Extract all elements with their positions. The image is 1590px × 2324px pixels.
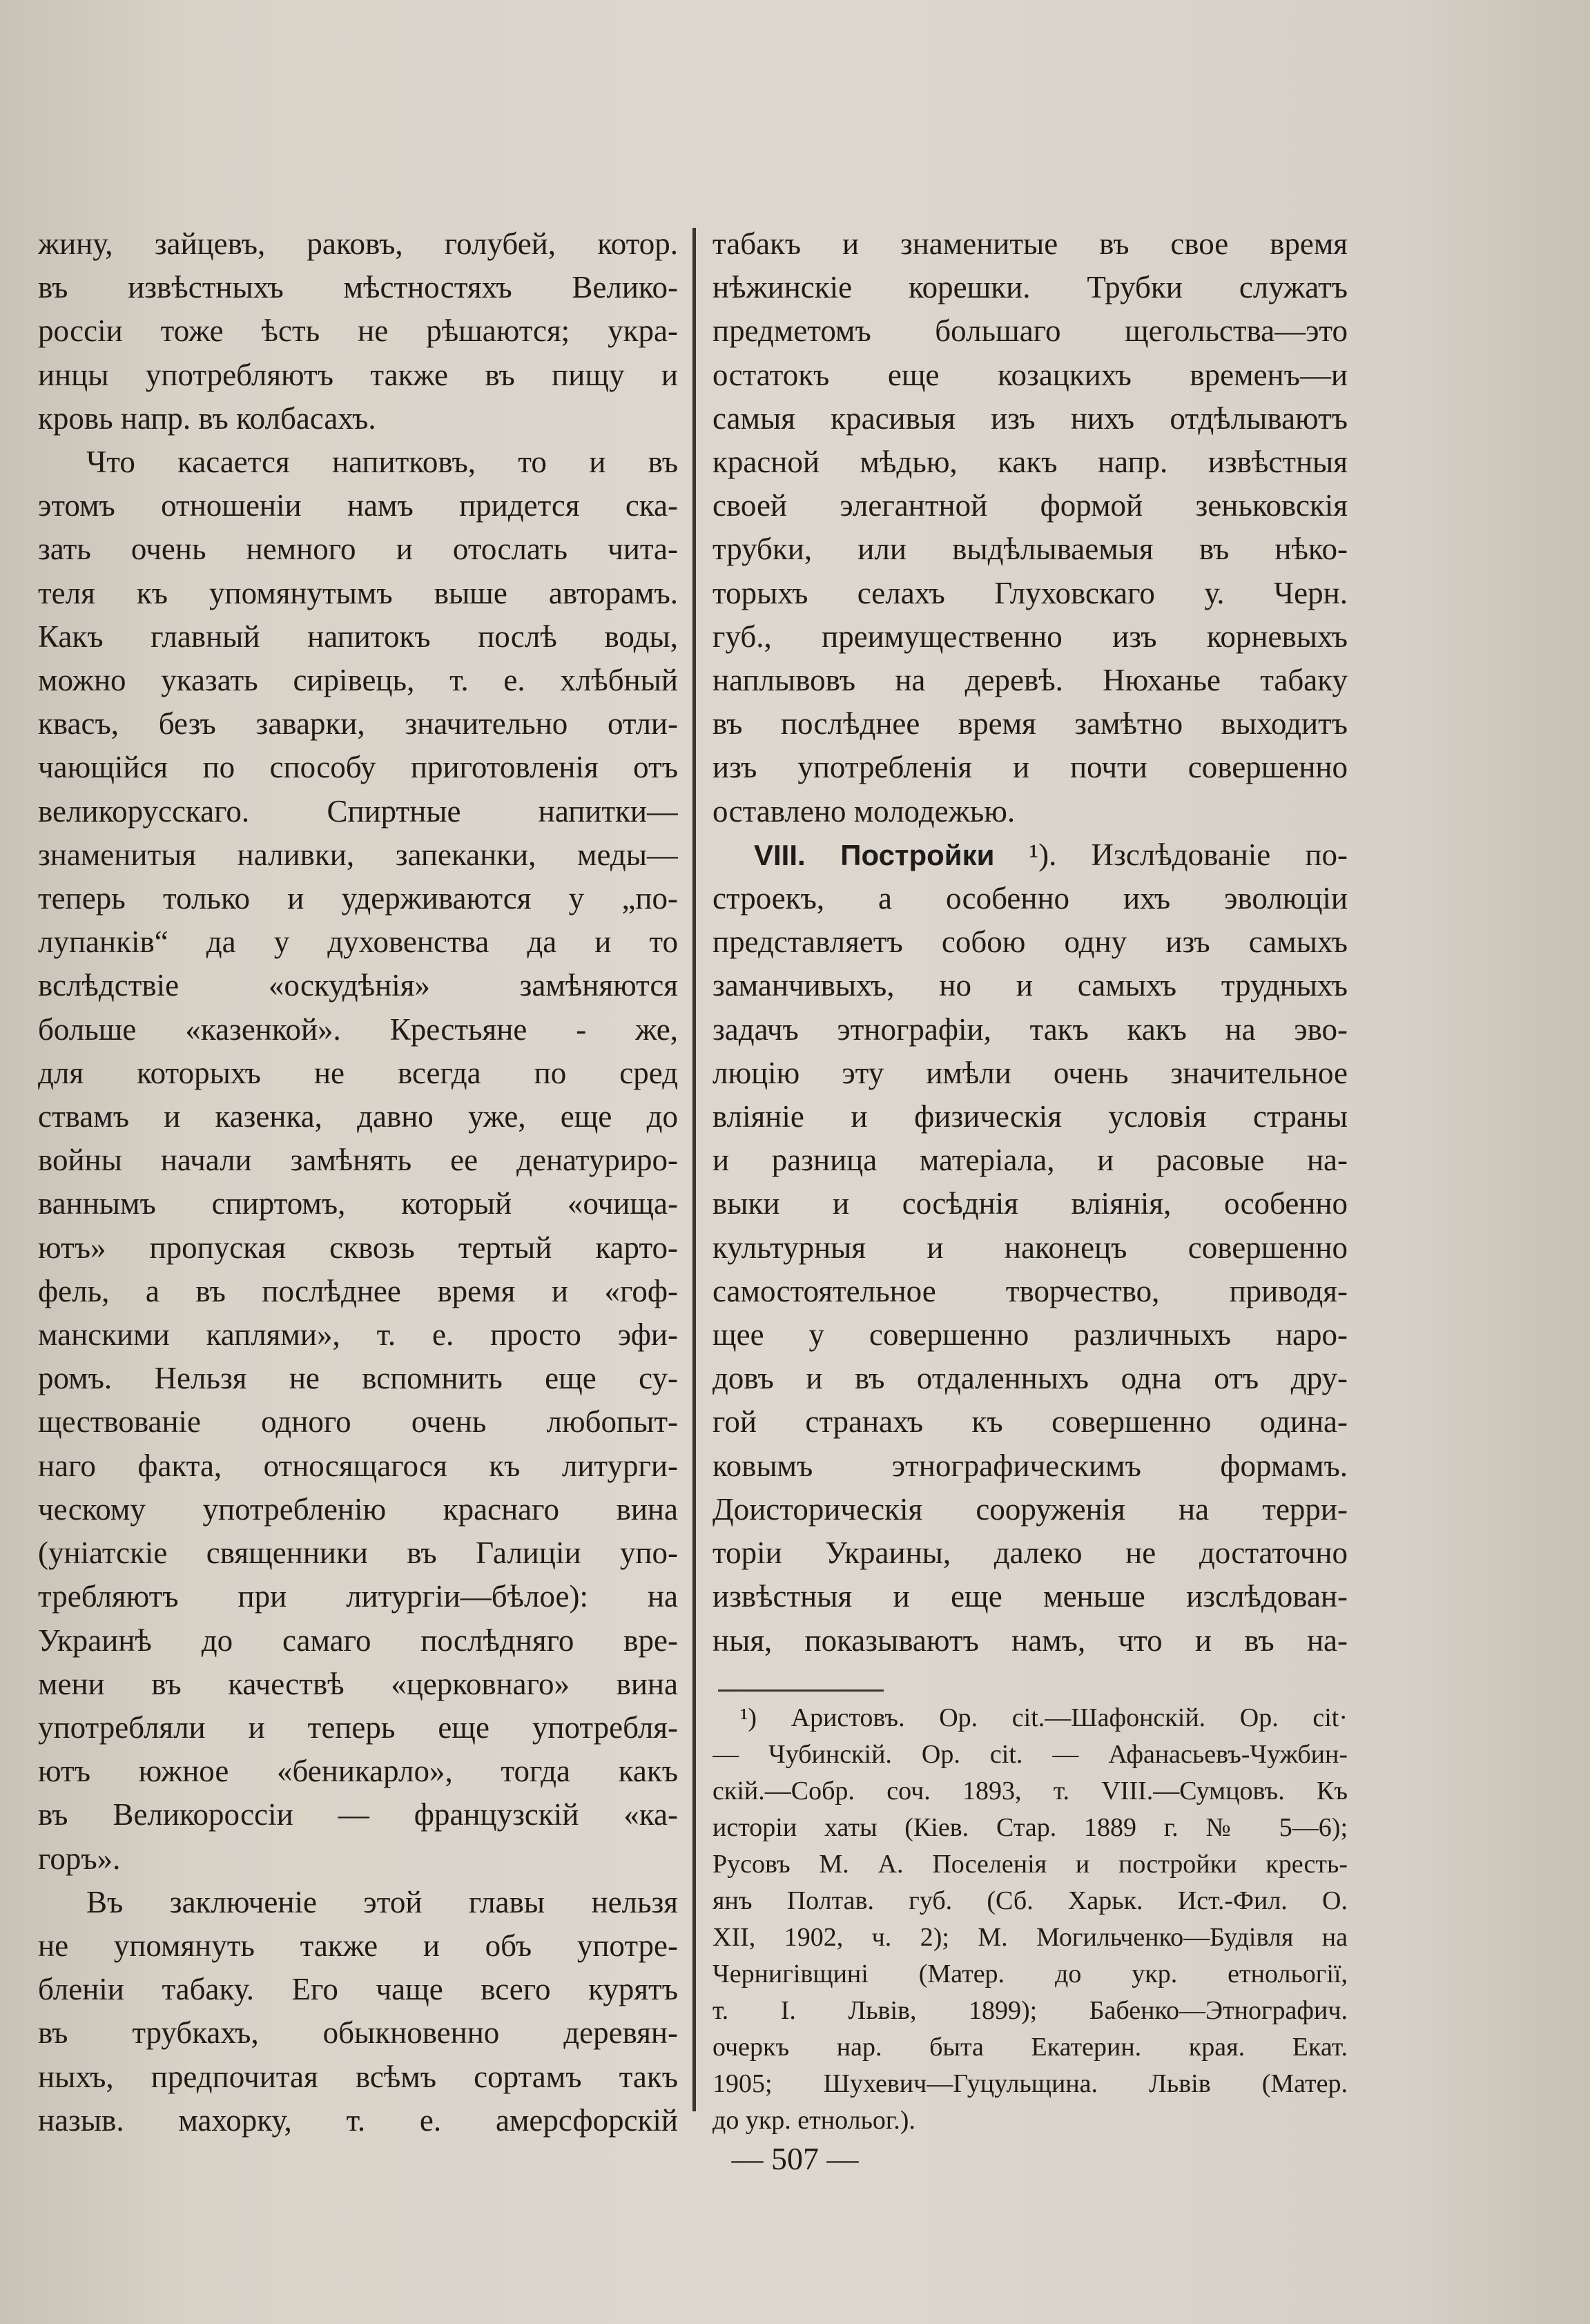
text-line: квасъ, безъ заварки, значительно отли- xyxy=(38,706,678,742)
text-line: чающійся по способу приготовленія отъ xyxy=(38,750,678,785)
text-line: ютъ южное «беникарло», тогда какъ xyxy=(38,1754,678,1789)
text-line: самостоятельное творчество, приводя- xyxy=(712,1273,1348,1308)
text-line: извѣстныя и еще меньше изслѣдован- xyxy=(712,1579,1348,1614)
text-line: губ., преимущественно изъ корневыхъ xyxy=(712,619,1348,654)
text-line: великорусскаго. Спиртные напитки— xyxy=(38,793,678,829)
footnote-line: очеркъ нар. быта Екатерин. края. Екат. xyxy=(712,2033,1348,2062)
column-divider xyxy=(692,228,696,2111)
text-line: войны начали замѣнять ее денатуриро- xyxy=(38,1143,678,1178)
footnote-rule xyxy=(718,1689,884,1692)
footnote-line: до укр. етнольог.). xyxy=(712,2106,915,2135)
text-line: фель, а въ послѣднее время и «гоф- xyxy=(38,1273,678,1308)
text-line: самыя красивыя изъ нихъ отдѣлываютъ xyxy=(712,400,1348,436)
text-line: Что касается напитковъ, то и въ xyxy=(86,445,678,480)
text-line: ромъ. Нельзя не вспомнить еще су- xyxy=(38,1361,678,1396)
text-line: для которыхъ не всегда по сред xyxy=(38,1055,678,1090)
right-text-column xyxy=(712,222,1348,1663)
text-line: ваннымъ спиртомъ, который «очища- xyxy=(38,1186,678,1221)
text-line: нѣжинскіе корешки. Трубки служатъ xyxy=(712,270,1348,305)
text-line: Украинѣ до самаго послѣдняго вре- xyxy=(38,1623,678,1658)
text-line: ствамъ и казенка, давно уже, еще до xyxy=(38,1099,678,1134)
text-line: (уніатскіе священники въ Галиціи упо- xyxy=(38,1536,678,1571)
section-heading: VIII. Постройки xyxy=(754,838,995,871)
text-line: и разница матеріала, и расовые на- xyxy=(712,1143,1348,1178)
text-line: строекъ, а особенно ихъ эволюціи xyxy=(712,881,1348,916)
footnotes xyxy=(712,1700,1348,2139)
text-line: изъ употребленія и почти совершенно xyxy=(712,750,1348,785)
text-line: кровь напр. въ колбасахъ. xyxy=(38,400,376,436)
text-line: требляютъ при литургіи—бѣлое): на xyxy=(38,1579,678,1614)
footnote-line: ¹) Аристовъ. Op. cit.—Шафонскій. Op. cit· xyxy=(740,1703,1348,1732)
text-line: мени въ качествѣ «церковнаго» вина xyxy=(38,1666,678,1701)
text-line: заманчивыхъ, но и самыхъ трудныхъ xyxy=(712,968,1348,1003)
text-line: въ извѣстныхъ мѣстностяхъ Велико- xyxy=(38,270,678,305)
text-line: въ Великороссіи — французскій «ка- xyxy=(38,1797,678,1832)
text-line: ныя, показываютъ намъ, что и въ на- xyxy=(712,1623,1348,1658)
text-line: можно указать сирівець, т. е. хлѣбный xyxy=(38,663,678,698)
left-text-column xyxy=(38,222,678,2142)
text-line: этомъ отношеніи намъ придется ска- xyxy=(38,488,678,523)
text-line: торыхъ селахъ Глуховскаго у. Черн. xyxy=(712,575,1348,610)
text-line: красной мѣдью, какъ напр. извѣстныя xyxy=(712,445,1348,480)
section-heading-line xyxy=(712,833,1348,877)
text-line: Какъ главный напитокъ послѣ воды, xyxy=(38,619,678,654)
text-line: задачъ этнографіи, такъ какъ на эво- xyxy=(712,1011,1348,1047)
text-line: наго факта, относящагося къ литурги- xyxy=(38,1448,678,1483)
text-line: употребляли и теперь еще употребля- xyxy=(38,1710,678,1745)
text-line: ныхъ, предпочитая всѣмъ сортамъ такъ xyxy=(38,2059,678,2094)
text-line: люцію эту имѣли очень значительное xyxy=(712,1055,1348,1090)
footnote-line: т. І. Львів, 1899); Бабенко—Этнографич. xyxy=(712,1996,1348,2025)
text-line: щее у совершенно различныхъ наро- xyxy=(712,1317,1348,1353)
text-line: трубки, или выдѣлываемыя въ нѣко- xyxy=(712,532,1348,567)
footnote-line: скій.—Собр. соч. 1893, т. VIII.—Сумцовъ. Къ xyxy=(712,1776,1348,1805)
text-line: инцы употребляютъ также въ пищу и xyxy=(38,357,678,392)
footnote-line: Русовъ М. А. Поселенія и постройки кресть- xyxy=(712,1850,1348,1879)
text-line: оставлено молодежью. xyxy=(712,793,1016,829)
text-line: ществованіе одного очень любопыт- xyxy=(38,1404,678,1440)
text-line: вліяніе и физическія условія страны xyxy=(712,1099,1348,1134)
text-line: остатокъ еще козацкихъ временъ—и xyxy=(712,357,1348,392)
text-line: жину, зайцевъ, раковъ, голубей, котор. xyxy=(38,226,678,261)
text-line: ютъ» пропуская сквозь тертый карто- xyxy=(38,1230,678,1265)
text-line: теперь только и удерживаются у „по- xyxy=(38,881,678,916)
text-line: манскими каплями», т. е. просто эфи- xyxy=(38,1317,678,1353)
text-line: культурныя и наконецъ совершенно xyxy=(712,1230,1348,1265)
text-line: довъ и въ отдаленныхъ одна отъ дру- xyxy=(712,1361,1348,1396)
text-line: знаменитыя наливки, запеканки, меды— xyxy=(38,837,678,872)
text-line: ¹). Изслѣдованіе по- xyxy=(1029,837,1348,872)
footnote-line: янъ Полтав. губ. (Сб. Харьк. Ист.-Фил. О. xyxy=(712,1886,1348,1915)
text-line: въ трубкахъ, обыкновенно деревян- xyxy=(38,2015,678,2051)
text-line: въ послѣднее время замѣтно выходитъ xyxy=(712,706,1348,742)
text-line: лупанків“ да у духовенства да и то xyxy=(38,924,678,960)
text-line: Въ заключеніе этой главы нельзя xyxy=(86,1884,678,1919)
text-line: ческому употребленію краснаго вина xyxy=(38,1491,678,1527)
text-line: больше «казенкой». Крестьяне - же, xyxy=(38,1011,678,1047)
text-line: предметомъ большаго щегольства—это xyxy=(712,313,1348,349)
text-line: табакъ и знаменитые въ свое время xyxy=(712,226,1348,261)
footnote-line: исторіи хаты (Кіев. Стар. 1889 г. № 5—6); xyxy=(712,1813,1348,1842)
text-line: гой странахъ къ совершенно одина- xyxy=(712,1404,1348,1440)
text-line: своей элегантной формой зеньковскія xyxy=(712,488,1348,523)
footnote-line: — Чубинскій. Op. cit. — Афанасьевъ-Чужбин- xyxy=(712,1740,1348,1769)
footnote-line: 1905; Шухевич—Гуцульщина. Львів (Матер. xyxy=(712,2069,1348,2098)
text-line: вслѣдствіе «оскудѣнія» замѣняются xyxy=(38,968,678,1003)
text-line: бленіи табаку. Его чаще всего курятъ xyxy=(38,1972,678,2007)
text-line: выки и сосѣднія вліянія, особенно xyxy=(712,1186,1348,1221)
text-line: назыв. махорку, т. е. амерсфорскій xyxy=(38,2102,678,2138)
text-line: наплывовъ на деревѣ. Нюханье табаку xyxy=(712,663,1348,698)
text-line: россіи тоже ѣсть не рѣшаются; укра- xyxy=(38,313,678,349)
page-number: — 507 — xyxy=(731,2141,859,2176)
text-line: представляетъ собою одну изъ самыхъ xyxy=(712,924,1348,960)
text-line: ковымъ этнографическимъ формамъ. xyxy=(712,1448,1348,1483)
footnote-line: XII, 1902, ч. 2); М. Могильченко—Будівля на xyxy=(712,1923,1348,1952)
text-line: не упомянуть также и объ употре- xyxy=(38,1928,678,1963)
text-line: торіи Украины, далеко не достаточно xyxy=(712,1536,1348,1571)
text-line: теля къ упомянутымъ выше авторамъ. xyxy=(38,575,678,610)
text-line: зать очень немного и отослать чита- xyxy=(38,532,678,567)
footnote-line: Чернигівщині (Матер. до укр. етнольогії, xyxy=(712,1959,1348,1988)
text-line: Доисторическія сооруженія на терри- xyxy=(712,1491,1348,1527)
text-line: горъ». xyxy=(38,1841,121,1876)
